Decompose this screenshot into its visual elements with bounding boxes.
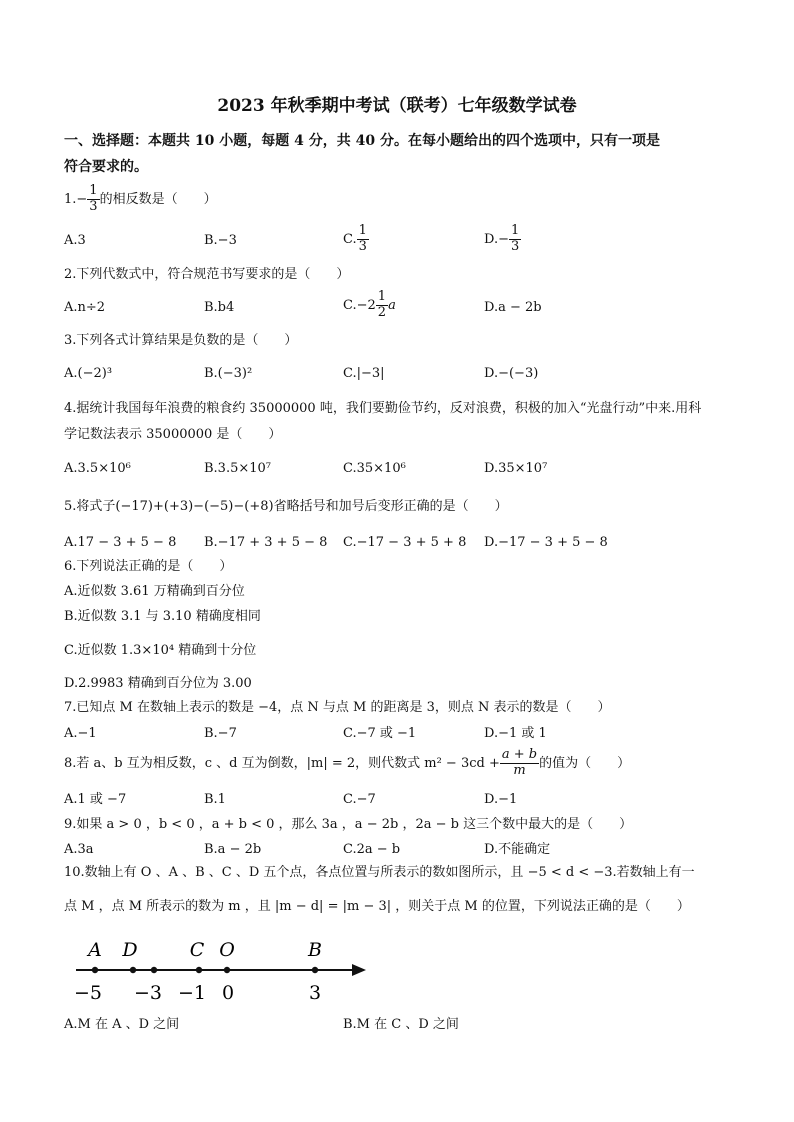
axis-letter-a: A [88,939,102,961]
q4-option-d: D.35×10⁷ [484,461,548,476]
question-5: 5.将式子(−17)+(+3)−(−5)−(+8)省略括号和加号后变形正确的是（ ） [64,499,508,514]
number-line-arrow [352,964,366,976]
q7-option-c: C.−7 或 −1 [343,726,417,741]
q7-option-b: B.−7 [204,726,237,741]
question-4-line1: 4.据统计我国每年浪费的粮食约 35000000 吨，我们要勤俭节约，反对浪费，积极的加入“光盘行动”中来.用科 [64,401,702,416]
q7-option-d: D.−1 或 1 [484,726,547,741]
q6-option-d: D.2.9983 精确到百分位为 3.00 [64,676,252,691]
axis-letter-b: B [308,939,322,961]
q3-option-a: A.(−2)³ [64,366,113,381]
axis-point-dot [312,967,318,973]
q1-c-fraction [357,224,369,255]
question-3: 3.下列各式计算结果是负数的是（ ） [64,333,298,348]
q1-fraction [87,184,99,215]
page-title: 2023 年秋季期中考试（联考）七年级数学试卷 [217,96,577,116]
q1-option-d [484,224,521,255]
question-10-line1: 10.数轴上有 O 、A 、B 、C 、D 五个点，各点位置与所表示的数如图所示，且 −5 < d < −3.若数轴上有一 [64,865,695,880]
axis-point-dot [92,967,98,973]
q6-option-a: A.近似数 3.61 万精确到百分位 [64,584,245,599]
q4-option-b: B.3.5×10⁷ [204,461,272,476]
q5-option-d: D.−17 − 3 + 5 − 8 [484,535,608,550]
q3-option-b: B.(−3)² [204,366,253,381]
axis-letter-c: C [189,939,205,961]
q5-option-a: A.17 − 3 + 5 − 8 [64,535,177,550]
q1-d-fraction [509,224,521,255]
q1-c-den: 3 [358,238,367,254]
section-heading-line1: 一、选择题：本题共 10 小题，每题 4 分，共 40 分。在每小题给出的四个选项中，只有一项是 [64,133,660,149]
question-6: 6.下列说法正确的是（ ） [64,559,233,574]
q8-option-a: A.1 或 −7 [64,792,127,807]
q1-d-den: 3 [510,238,520,254]
axis-point-dot [224,967,230,973]
axis-point-dot [196,967,202,973]
axis-number-label: 0 [221,982,235,1004]
number-line-figure [60,936,380,1006]
q8-fraction [500,748,539,779]
question-10-line2: 点 M ，点 M 所表示的数为 m ，且 |m − d| = |m − 3| ，则关于点 M 的位置，下列说法正确的是（ ） [64,899,690,914]
q1-option-c [343,224,369,255]
q2-option-a: A.n÷2 [64,300,106,315]
q4-option-a: A.3.5×10⁶ [64,461,131,476]
axis-point-dot [151,967,157,973]
q2-c-num: 1 [377,289,387,304]
question-9: 9.如果 a > 0 ，b < 0 ，a + b < 0 ，那么 3a ，a − 2b ，2a − b 这三个数中最大的是（ ） [64,817,633,832]
axis-letter-d: D [122,939,138,961]
question-8 [64,748,630,779]
axis-letter-o: O [219,939,235,961]
q9-option-d: D.不能确定 [484,842,551,857]
q5-option-b: B.−17 + 3 + 5 − 8 [204,535,328,550]
q8-frac-num: a + b [501,747,538,762]
q7-option-a: A.−1 [64,726,97,741]
q6-option-c: C.近似数 1.3×10⁴ 精确到十分位 [64,643,257,658]
q8-option-c: C.−7 [343,792,376,807]
q2-c-post: a [388,297,396,313]
q2-option-c [343,290,396,321]
q1-frac-num: 1 [89,183,98,198]
section-heading-line2: 符合要求的。 [64,159,148,175]
q1-c-num: 1 [358,223,367,238]
q5-option-c: C.−17 − 3 + 5 + 8 [343,535,467,550]
q4-option-c: C.35×10⁶ [343,461,406,476]
q1-frac-den: 3 [89,198,98,214]
q9-option-a: A.3a [64,842,94,857]
q1-prefix: 1.− [64,191,88,207]
q2-c-den: 2 [377,304,387,320]
q1-suffix: 的相反数是（ ） [99,191,217,207]
q9-option-b: B.a − 2b [204,842,262,857]
question-7: 7.已知点 M 在数轴上表示的数是 −4，点 N 与点 M 的距离是 3，则点 N 表示的数是（ ） [64,700,611,715]
q6-option-b: B.近似数 3.1 与 3.10 精确度相同 [64,609,261,624]
q1-option-b: B.−3 [204,233,237,248]
q2-c-pre: C.−2 [343,297,376,313]
q3-option-c: C.|−3| [343,366,385,381]
q10-option-a: A.M 在 A 、D 之间 [64,1017,180,1032]
question-2: 2.下列代数式中，符合规范书写要求的是（ ） [64,267,350,282]
q10-option-b: B.M 在 C 、D 之间 [343,1017,459,1032]
question-4-line2: 学记数法表示 35000000 是（ ） [64,427,282,442]
q9-option-c: C.2a − b [343,842,401,857]
q1-option-a: A.3 [64,233,86,248]
q1-c-pre: C. [343,231,357,247]
q8-option-b: B.1 [204,792,226,807]
q1-d-pre: D.− [484,231,509,247]
q8-suffix: 的值为（ ） [539,755,631,771]
axis-number-label: −1 [177,982,207,1004]
axis-point-dot [130,967,136,973]
q2-option-d: D.a − 2b [484,300,542,315]
axis-number-label: −3 [133,982,163,1004]
q8-option-d: D.−1 [484,792,518,807]
q8-prefix: 8.若 a、b 互为相反数，c 、d 互为倒数，|m| = 2，则代数式 m² − 3cd + [64,755,500,771]
q2-c-fraction [376,290,388,321]
axis-number-label: −5 [73,982,103,1004]
axis-number-label: 3 [308,982,322,1004]
q2-option-b: B.b4 [204,300,235,315]
question-1 [64,184,217,215]
q1-d-num: 1 [510,223,520,238]
q3-option-d: D.−(−3) [484,366,539,381]
q8-frac-den: m [513,762,526,778]
